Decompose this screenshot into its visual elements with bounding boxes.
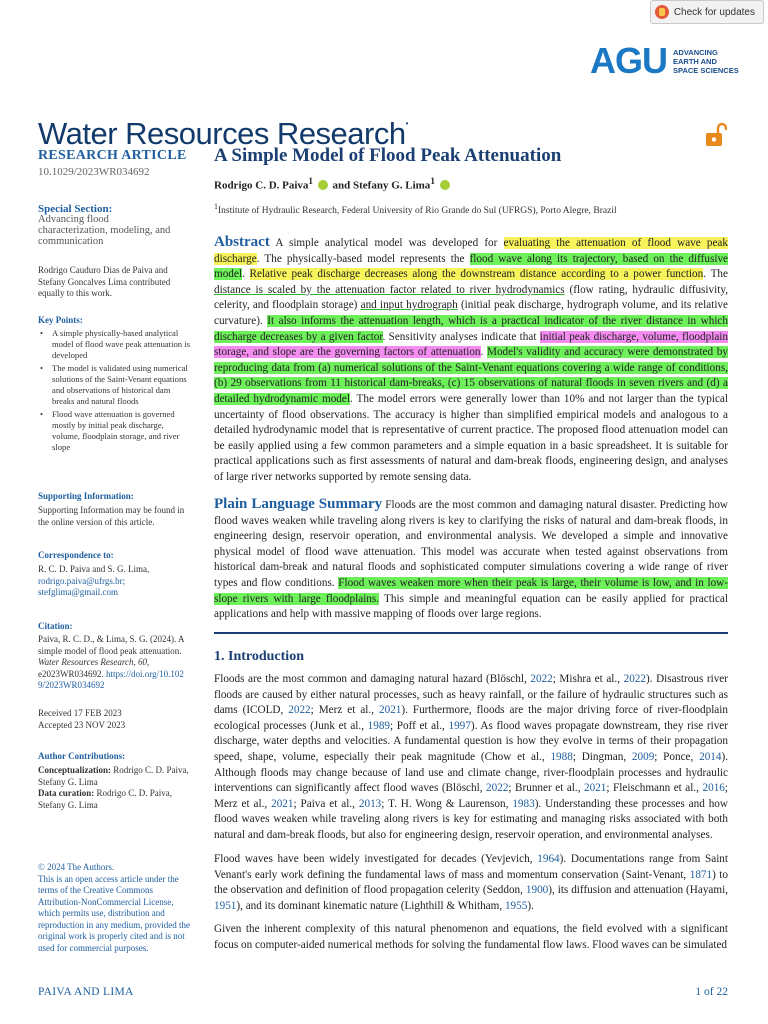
key-point: • The model is validated using numerical solutions of the Saint-Venant equations and observations of historical dam breaks and natural floods — [38, 363, 190, 407]
abstract-text: . The — [703, 268, 728, 281]
intro-text: ). Furthermore, floods are the major driving force of river-floodplain ecological processes (Junk et al., — [214, 704, 728, 732]
open-access-lock-icon — [705, 122, 727, 148]
supporting-info-heading: Supporting Information: — [38, 491, 134, 501]
correspondence-block — [38, 564, 190, 599]
citation-text: Paiva, R. C. D., & Lima, S. G. (2024). A simple model of flood peak attenuation. — [38, 634, 184, 656]
reference-link[interactable]: 2021 — [584, 782, 607, 795]
accepted-date: Accepted 23 NOV 2023 — [38, 719, 126, 730]
contrib-role: Conceptualization: — [38, 765, 111, 775]
intro-text: ) to the observation and definition of flood propagation celerity (Seddon, — [214, 868, 729, 897]
abstract-text: (flow rating, hydraulic diffusivity, celerity, and floodplain storage) — [214, 283, 728, 312]
abstract-text: A simple analytical model was developed for — [275, 237, 504, 249]
reference-link[interactable]: 2022 — [288, 704, 311, 717]
article-doi: 10.1029/2023WR034692 — [38, 166, 150, 178]
intro-text: Flood waves have been widely investigated for decades (Yevjevich, — [214, 853, 538, 865]
dates-block — [38, 708, 190, 731]
citation-tail: e2023WR034692. — [38, 668, 104, 679]
key-points-heading: Key Points: — [38, 315, 83, 325]
reference-link[interactable]: 1955 — [504, 899, 528, 912]
footer-page-number: 1 of 22 — [695, 986, 728, 998]
special-section-heading: Special Section: — [38, 203, 113, 215]
email-link[interactable]: rodrigo.paiva@ufrgs.br; — [38, 575, 126, 586]
intro-paragraph-1 — [214, 672, 728, 844]
reference-link[interactable]: 2021 — [379, 704, 402, 717]
pls-text: This simple and meaningful equation can be easily applied for practical applications and help with massive mapping of floods over large regions. — [214, 592, 728, 621]
intro-text: ). Disastrous river floods are caused by either natural processes, such as heavy rainfall, or the failure of hydraulic structures such as dams (ICOLD, — [214, 673, 729, 717]
reference-link[interactable]: 2022 — [486, 782, 509, 795]
agu-logo — [590, 40, 739, 81]
pls-heading: Plain Language Summary — [214, 496, 383, 512]
section-divider — [214, 632, 728, 634]
affiliation-mark: 1 — [430, 176, 435, 186]
footer-authors: PAIVA AND LIMA — [38, 986, 134, 998]
reference-link[interactable]: 2014 — [699, 750, 722, 763]
reference-link[interactable]: 1988 — [550, 750, 573, 763]
agu-logo-line3: SPACE SCIENCES — [673, 65, 739, 75]
citation-doi-link[interactable]: https://doi.org/10.1029/2023WR034692 — [38, 668, 184, 690]
article-title: A Simple Model of Flood Peak Attenuation — [214, 145, 562, 166]
intro-text: ). — [527, 899, 534, 912]
pls-text: Floods are the most common and damaging natural disaster. Predicting how flood waves weaken while traveling along rivers is key to clarifying the risks of natural and dam-break floods, in engineering design, reservoir operation, and environmental analysis. We developed a simple and innovative physical model of flood wave attenuation. This model was accurate when tested against observations from historical dam-break and natural floods and sophisticated computer simulations covering a wide range of river types and flow conditions. — [214, 499, 728, 589]
abstract — [214, 235, 728, 486]
agu-logo-text — [673, 48, 739, 75]
intro-text: ; Fleischmann et al., — [606, 782, 703, 795]
equal-contribution-note: Rodrigo Cauduro Dias de Paiva and Stefany Goncalves Lima contributed equally to this work. — [38, 265, 171, 298]
reference-link[interactable]: 1983 — [512, 797, 535, 810]
intro-text: Floods are the most common and damaging natural hazard (Blöschl, — [214, 673, 531, 685]
author-list — [214, 176, 452, 192]
check-for-updates-button[interactable] — [650, 0, 764, 24]
citation-block — [38, 634, 186, 692]
highlight-yellow: evaluating the attenuation of flood wave peak discharge — [214, 237, 728, 265]
intro-text: ; Paiva et al., — [293, 797, 359, 810]
reference-link[interactable]: 1964 — [537, 853, 560, 865]
abstract-text: (initial peak discharge, hydrograph volume, and its relative curvature). — [214, 299, 728, 327]
author-name[interactable]: Rodrigo C. D. Paiva — [214, 179, 309, 192]
intro-paragraph-3: Given the inherent complexity of this natural phenomenon and equations, the field evolved with a significant focus on computer-aided numerical methods for solving the fundamental flow laws. Flood waves can be simulated — [214, 923, 728, 951]
received-date: Received 17 FEB 2023 — [38, 708, 122, 718]
email-link[interactable]: stefglima@gmail.com — [38, 587, 119, 597]
intro-text: ; Brunner et al., — [508, 782, 585, 795]
intro-text: ). Documentations range from Saint Venant's early work defining the fundamental laws of mass and momentum conservation (Saint-Venant, — [214, 853, 728, 881]
intro-text: ). Understanding these processes and how flood waves weaken while traveling along rivers is key for estimating and managing risks associated with both natural and dam-break floods, but also for engineering design, reservoir operation, and environmental analyses. — [214, 797, 728, 841]
intro-text: ; Dingman, — [572, 750, 632, 763]
intro-text: ; Poff et al., — [390, 719, 449, 732]
reference-link[interactable]: 1989 — [367, 719, 391, 732]
intro-text: ), its diffusion and attenuation (Hayami, — [548, 884, 728, 897]
affiliation-mark: 1 — [308, 176, 313, 186]
contrib-role: Data curation: — [38, 788, 95, 798]
author-name[interactable]: Stefany G. Lima — [353, 179, 431, 192]
orcid-icon[interactable] — [318, 180, 328, 190]
citation-journal: Water Resources Research, 60, — [38, 657, 150, 667]
abstract-text: . The model errors were generally lower than 10% and not larger than the typical uncertainty of flood observations. The accuracy is higher than simplified empirical models and analogous to a detailed hydrodynamic model that is representative of current practice. The proposed flood attenuation model can be easily applied using a few common parameters and a simple equation in a basic spreadsheet. It is suitable for practical applications such as first assessments of natural and dam-break floods, engineering design, and analyses of large river networks supported by remote sensing data. — [214, 392, 728, 483]
underline-green: distance is scaled by the attenuation factor related to river hydrodynamics — [214, 283, 565, 296]
special-section-text: Advancing flood characterization, modeling, and communication — [38, 214, 171, 247]
intro-text: ). As flood waves propagate downstream, they rise river discharge, water depths and velocities. A fundamental question is how they evolve in terms of their propagation speed, shape, volume, especially their peak magnitude (Chow et al., — [214, 719, 728, 763]
affiliation — [214, 202, 617, 216]
affiliation-text: Institute of Hydraulic Research, Federal University of Rio Grande do Sul (UFRGS), Porto Alegre, Brazil — [217, 206, 617, 217]
license-text: License, which permits use, distribution and reproduction in any medium, provided the original work is properly cited and is not used for commercial purposes. — [38, 896, 190, 953]
reference-link[interactable]: 2022 — [623, 673, 646, 685]
correspondence-names: R. C. D. Paiva and S. G. Lima, — [38, 564, 150, 574]
highlight-yellow: Relative peak discharge decreases along the downstream distance according to a power function — [249, 268, 704, 281]
highlight-pink: initial peak discharge, volume, floodplain storage, and slope are the governing factors of attenuation — [214, 330, 728, 359]
reference-link[interactable]: 2013 — [358, 797, 382, 810]
reference-link[interactable]: 2016 — [702, 782, 725, 795]
license-text: This is an open access article under the terms of the — [38, 873, 179, 895]
license-block — [38, 862, 190, 954]
author-separator: and — [332, 179, 351, 192]
highlight-green: It also informs the attenuation length, which is a practical indicator of the river distance in which discharge decreases by a given factor — [214, 314, 728, 343]
intro-text: ). Although floods may change because of land use and climate change, river-floodplain processes and hydraulic interventions can significantly affect flood waves (Blöschl, — [214, 750, 729, 795]
supporting-info-text: Supporting Information may be found in the online version of this article. — [38, 505, 185, 527]
underline-green: and input hydrograph — [360, 299, 458, 312]
license-link[interactable]: Creative Commons Attribution-NonCommercial — [38, 885, 153, 907]
abstract-heading: Abstract — [214, 234, 270, 250]
reference-link[interactable]: 1900 — [525, 884, 549, 897]
abstract-text: . — [480, 346, 488, 359]
journal-title-text: Water Resources Research — [38, 116, 406, 151]
copyright: © 2024 The Authors. — [38, 862, 115, 872]
highlight-green: Flood waves weaken more when their peak is large, their volume is low, and in low-slope rivers with large floodplains. — [214, 576, 728, 605]
contrib-names: Rodrigo C. D. Paiva, Stefany G. Lima — [38, 788, 172, 810]
intro-text: ), and its dominant kinematic nature (Lighthill & Whitham, — [236, 899, 505, 912]
intro-text: ; Merz et al., — [310, 704, 379, 717]
intro-text: ; T. H. Wong & Laurenson, — [381, 797, 513, 810]
reference-link[interactable]: 1997 — [448, 719, 471, 732]
intro-paragraph-2 — [214, 852, 728, 914]
highlight-green: Model's validity and accuracy were demonstrated by reproducing data from (a) numerical solutions of the Saint-Venant equations covering a wide range of conditions, (b) 29 observations from 11 historical dam-breaks, (c) 15 observations of natural floods in seven rivers and (d) a detailed hydrodynamic model — [214, 346, 728, 405]
reference-link[interactable]: 2022 — [530, 673, 553, 685]
agu-logo-line2: EARTH AND — [673, 56, 717, 66]
citation-heading: Citation: — [38, 621, 73, 631]
affiliation-mark: 1 — [214, 202, 218, 211]
agu-logo-mark: AGU — [590, 40, 667, 81]
correspondence-heading: Correspondence to: — [38, 550, 114, 560]
highlight-green: flood wave along its trajectory, based on the diffusive model — [214, 252, 729, 281]
contrib-names: Rodrigo C. D. Paiva, Stefany G. Lima — [38, 765, 189, 787]
intro-text: ; Ponce, — [654, 750, 700, 763]
journal-title: Water Resources Research• — [38, 116, 408, 151]
reference-link[interactable]: 2009 — [631, 750, 655, 763]
abstract-text: . — [241, 268, 250, 281]
agu-logo-line1: ADVANCING — [673, 47, 718, 57]
key-point: • A simple physically-based analytical model of flood wave peak attenuation is developed — [38, 328, 190, 361]
intro-text: ; Mishra et al., — [552, 673, 624, 685]
author-contributions-block — [38, 765, 193, 811]
reference-link[interactable]: 1871 — [689, 868, 713, 881]
abstract-text: . The physically-based model represents the — [256, 252, 470, 265]
check-for-updates-label: Check for updates — [673, 6, 755, 18]
author-contributions-heading: Author Contributions: — [38, 751, 126, 761]
reference-link[interactable]: 1951 — [214, 899, 237, 912]
introduction-heading: 1. Introduction — [214, 649, 304, 664]
crossmark-icon — [655, 5, 669, 19]
key-point: • Flood wave attenuation is governed mostly by initial peak discharge, volume, floodplain storage, and river slope — [38, 409, 190, 453]
key-points-list — [38, 328, 190, 455]
article-type: RESEARCH ARTICLE — [38, 148, 187, 163]
reference-link[interactable]: 2021 — [271, 797, 294, 810]
plain-language-summary — [214, 497, 728, 623]
abstract-text: . Sensitivity analyses indicate that — [382, 330, 540, 343]
intro-text: ; Merz et al., — [214, 782, 728, 810]
orcid-icon[interactable] — [440, 180, 450, 190]
